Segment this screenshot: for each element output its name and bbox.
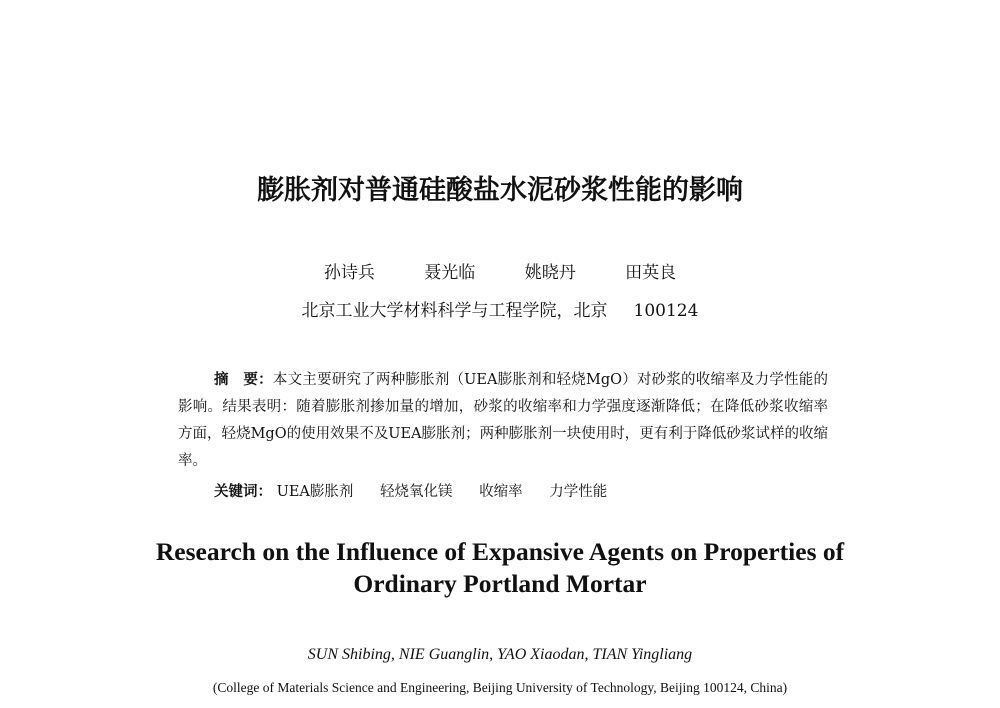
- english-authors: SUN Shibing, NIE Guanglin, YAO Xiaodan, TIAN Yingliang: [307, 646, 693, 663]
- author-cn-2: 聂光临: [424, 263, 476, 283]
- keywords: [214, 480, 629, 501]
- author-cn-4: 田英良: [625, 263, 677, 283]
- author-cn-3: 姚晓丹: [524, 263, 576, 283]
- chinese-title: 膨胀剂对普通硅酸盐水泥砂浆性能的影响: [257, 175, 743, 206]
- english-title-line-1: Research on the Influence of Expansive Agents on Properties of: [155, 537, 845, 566]
- keyword-4: 力学性能: [549, 484, 608, 500]
- english-title-line-2: Ordinary Portland Mortar: [353, 569, 647, 598]
- abstract-label: 摘 要：: [214, 372, 273, 388]
- chinese-affiliation: [0, 296, 1000, 321]
- abstract: [178, 367, 828, 475]
- keywords-label: 关键词：: [214, 484, 272, 500]
- abstract-text: 本文主要研究了两种膨胀剂（UEA膨胀剂和轻烧MgO）对砂浆的收缩率及力学性能的影响。结果表明：随着膨胀剂掺加量的增加，砂浆的收缩率和力学强度逐渐降低；在降低砂浆收缩率方面，轻烧MgO的使用效果不及UEA膨胀剂；两种膨胀剂一块使用时，更有利于降低砂浆试样的收缩率。: [178, 372, 829, 469]
- keyword-3: 收缩率: [479, 484, 523, 500]
- postcode: 100124: [633, 301, 699, 321]
- english-title: [0, 536, 1000, 600]
- chinese-authors: [0, 258, 1000, 283]
- english-affiliation: (College of Materials Science and Engineering, Beijing University of Technology, Beijing 100124, China): [212, 680, 788, 695]
- keyword-2: 轻烧氧化镁: [380, 484, 453, 500]
- author-cn-1: 孙诗兵: [323, 263, 375, 283]
- affiliation-cn-text: 北京工业大学材料科学与工程学院，北京: [301, 301, 608, 321]
- keyword-1: UEA膨胀剂: [276, 484, 354, 500]
